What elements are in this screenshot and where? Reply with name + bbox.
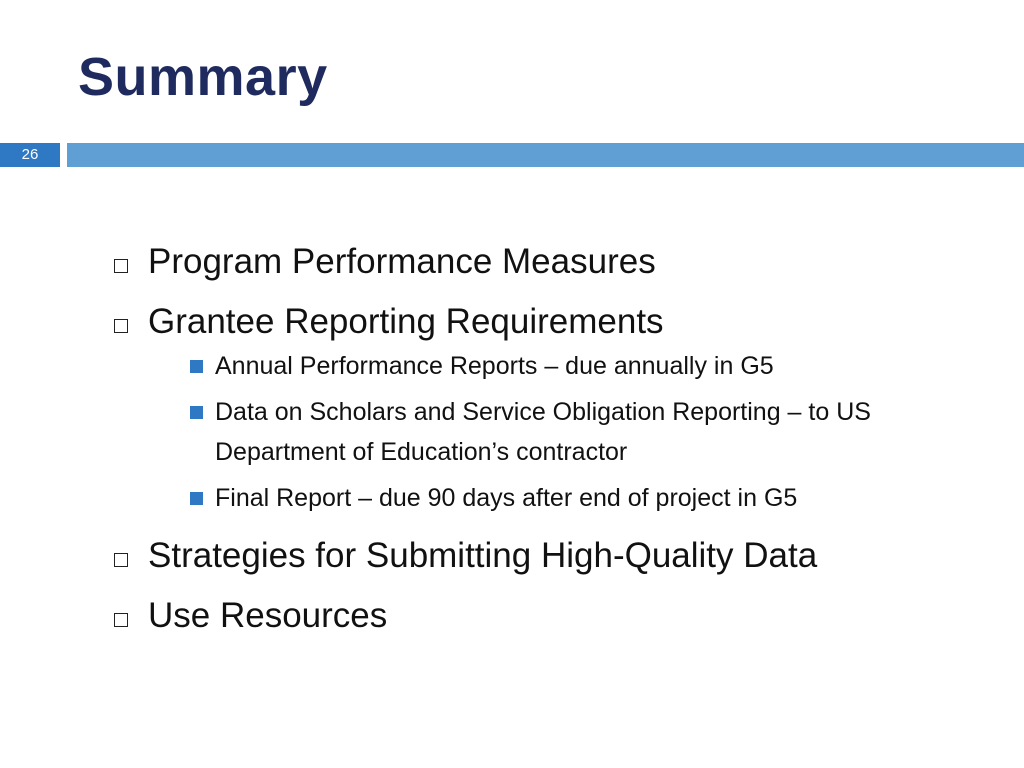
filled-square-bullet-icon xyxy=(190,406,203,419)
bullet-item xyxy=(114,240,994,284)
sub-bullet-item xyxy=(190,392,994,472)
bullet-item xyxy=(114,534,994,578)
hollow-square-bullet-icon xyxy=(114,613,128,627)
sub-bullet-item xyxy=(190,346,994,386)
filled-square-bullet-icon xyxy=(190,360,203,373)
hollow-square-bullet-icon xyxy=(114,259,128,273)
bullet-item xyxy=(114,300,994,344)
sub-bullet-item xyxy=(190,478,994,518)
bullet-text: Use Resources xyxy=(148,596,388,635)
title-divider-bar xyxy=(67,143,1024,167)
hollow-square-bullet-icon xyxy=(114,553,128,567)
sub-bullet-text: Data on Scholars and Service Obligation Reporting – to US Department of Education’s contractor xyxy=(215,398,871,466)
bullet-text: Strategies for Submitting High-Quality Data xyxy=(148,536,818,575)
slide-title: Summary xyxy=(78,47,328,107)
bullet-item xyxy=(114,594,994,638)
sub-bullet-text: Annual Performance Reports – due annually in G5 xyxy=(215,352,774,380)
slide-number: 26 xyxy=(0,143,60,167)
sub-bullet-text: Final Report – due 90 days after end of project in G5 xyxy=(215,484,798,512)
sub-bullet-list xyxy=(190,346,994,518)
hollow-square-bullet-icon xyxy=(114,319,128,333)
bullet-text: Program Performance Measures xyxy=(148,242,656,281)
filled-square-bullet-icon xyxy=(190,492,203,505)
bullet-text: Grantee Reporting Requirements xyxy=(148,302,664,341)
bullet-list xyxy=(114,240,994,654)
